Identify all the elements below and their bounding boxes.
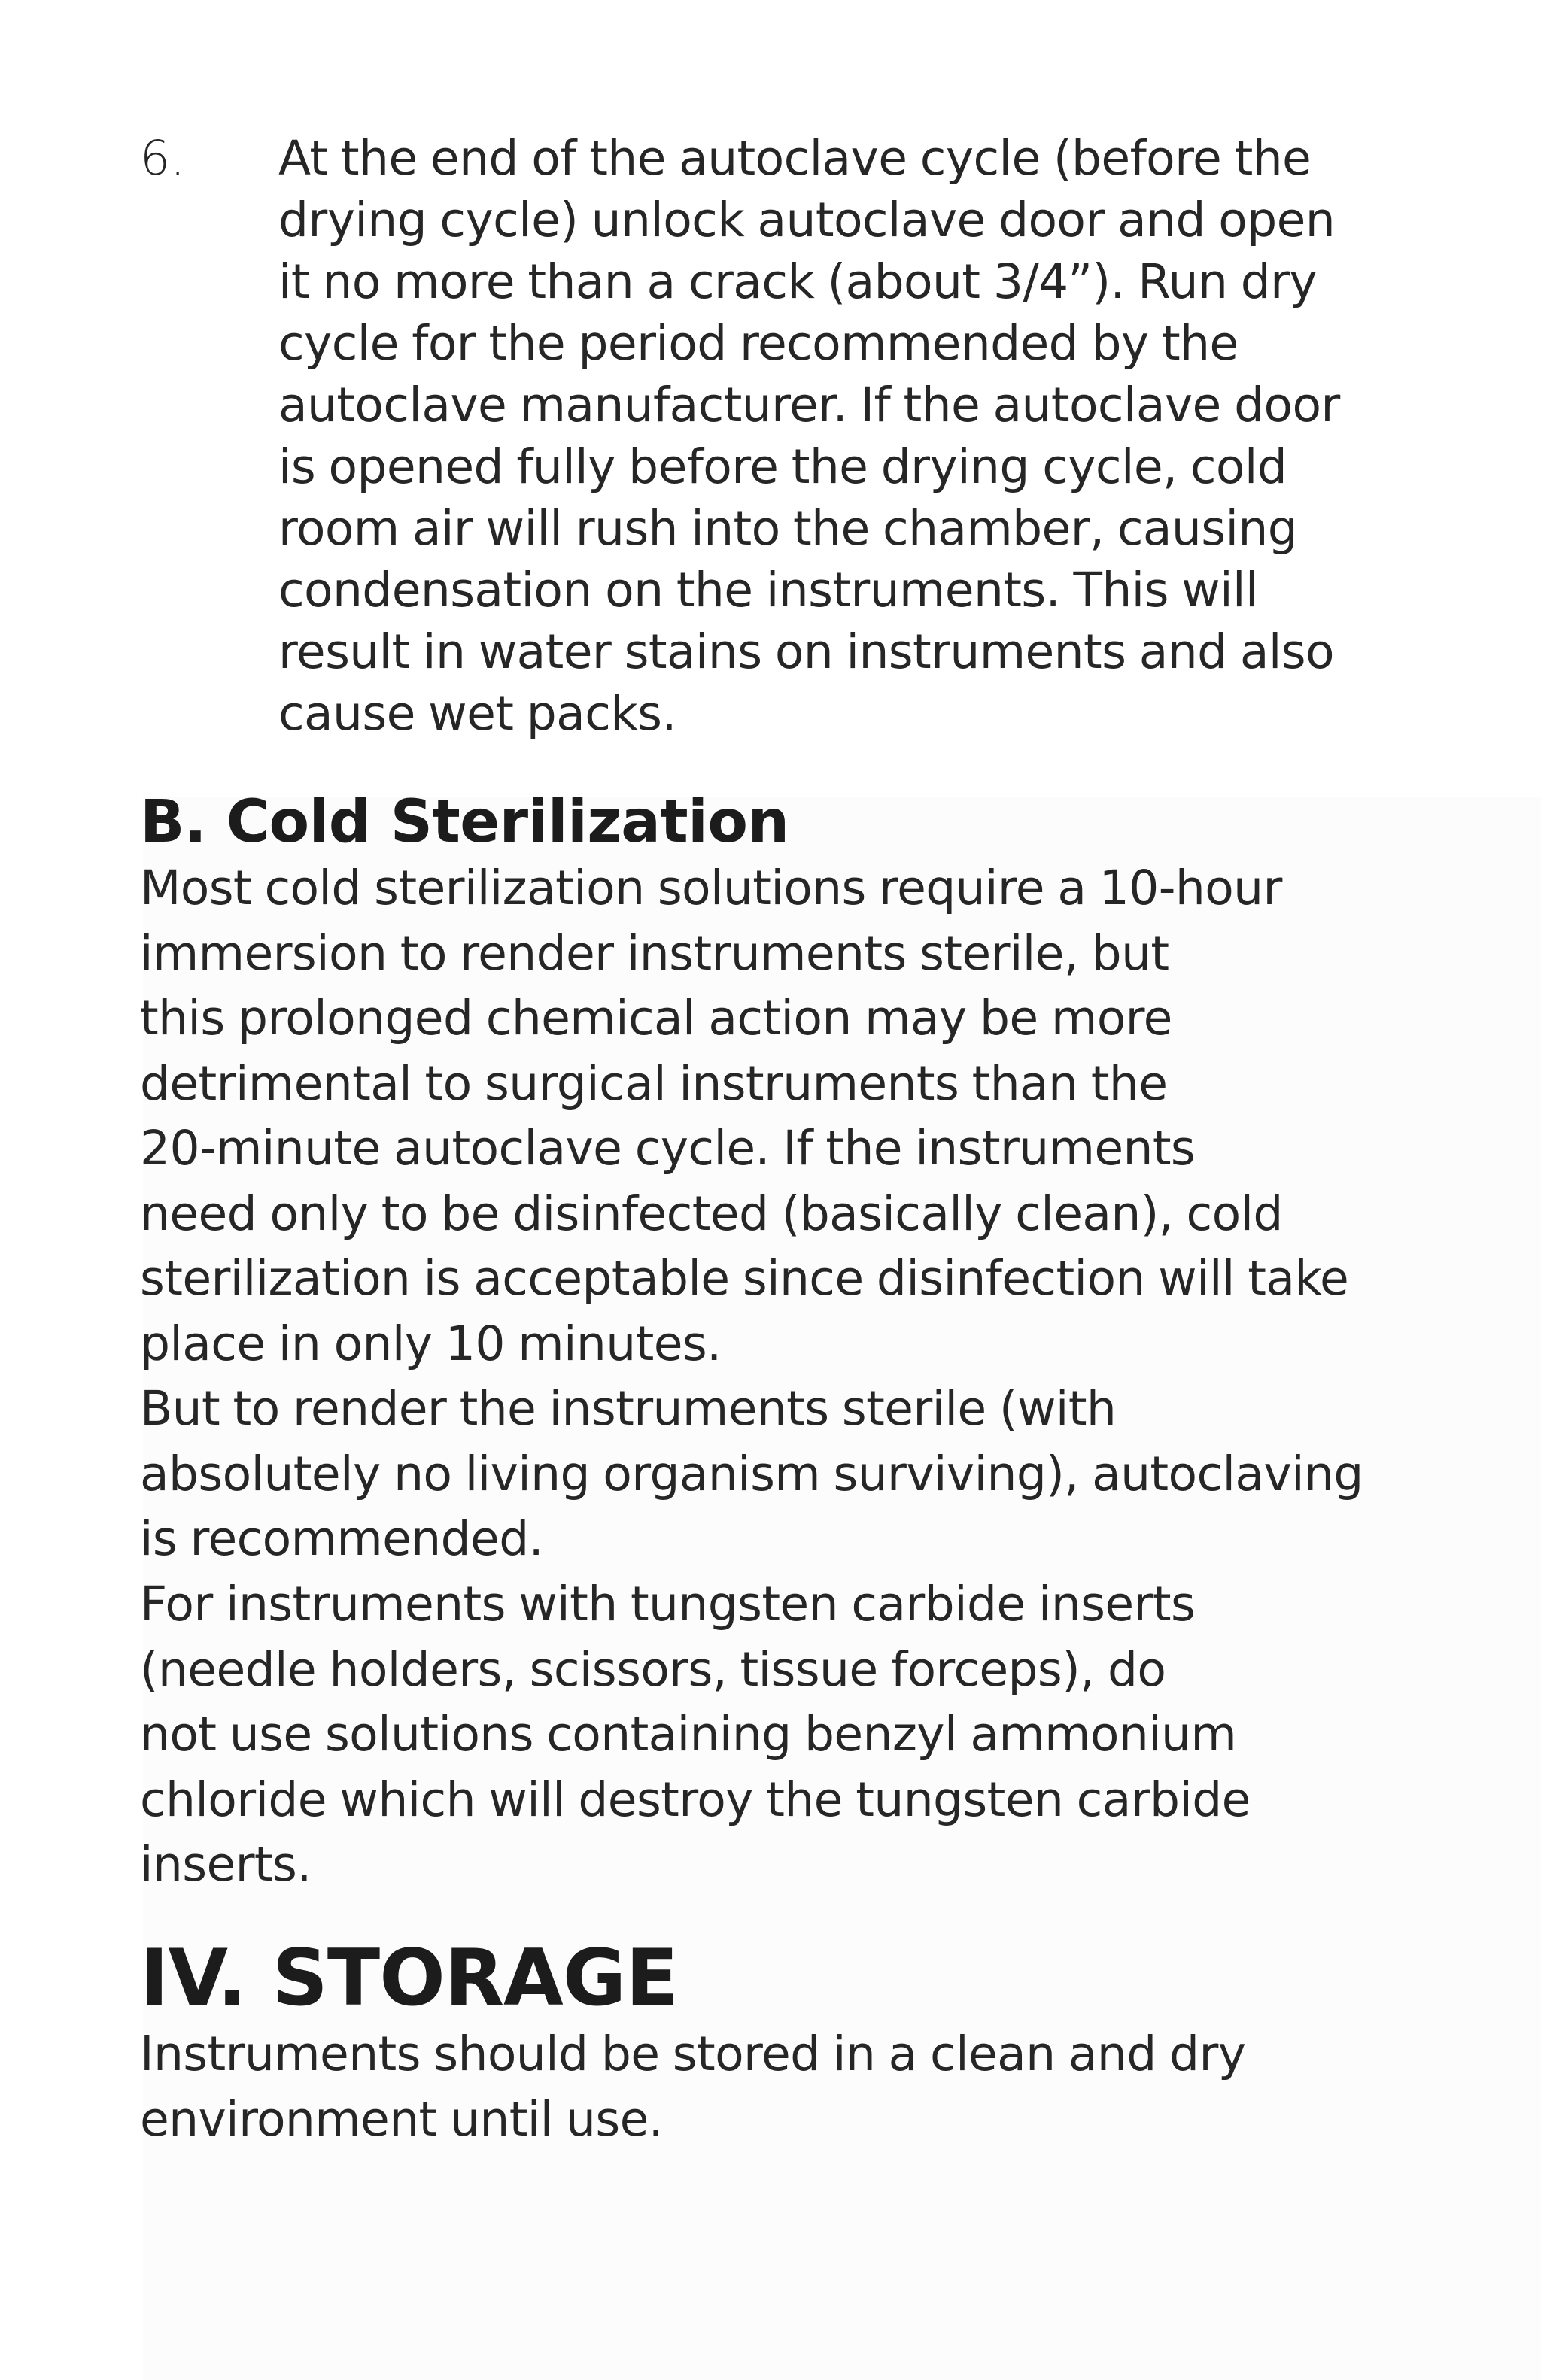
text-line: Instruments should be stored in a clean and dry bbox=[140, 2026, 1246, 2081]
text-line: inserts. bbox=[140, 1837, 312, 1892]
text-line: Most cold sterilization solutions require a 10-hour bbox=[140, 861, 1282, 915]
text-line: drying cycle) unlock autoclave door and open bbox=[278, 193, 1336, 247]
section-heading-storage: IV. STORAGE bbox=[140, 1933, 678, 2023]
text-line: not use solutions containing benzyl ammonium bbox=[140, 1707, 1237, 1762]
text-line: autoclave manufacturer. If the autoclave door bbox=[278, 378, 1340, 433]
text-line: absolutely no living organism surviving), autoclaving bbox=[140, 1446, 1363, 1501]
section-heading-cold-sterilization: B. Cold Sterilization bbox=[140, 788, 789, 856]
text-line: is opened fully before the drying cycle, cold bbox=[278, 439, 1287, 494]
list-item-number: 6. bbox=[140, 131, 186, 186]
list-item-text bbox=[278, 128, 1541, 745]
text-line: cycle for the period recommended by the bbox=[278, 316, 1239, 371]
text-line: cause wet packs. bbox=[278, 686, 676, 741]
text-line: need only to be disinfected (basically clean), cold bbox=[140, 1185, 1283, 1241]
storage-paragraph bbox=[140, 2022, 1419, 2152]
cold-sterilization-paragraph-3 bbox=[140, 1572, 1419, 1898]
text-line: At the end of the autoclave cycle (before the bbox=[278, 131, 1312, 186]
text-line: sterilization is acceptable since disinfection will take bbox=[140, 1251, 1349, 1306]
text-line: environment until use. bbox=[140, 2091, 664, 2147]
text-line: this prolonged chemical action may be more bbox=[140, 991, 1172, 1046]
text-line: condensation on the instruments. This will bbox=[278, 563, 1258, 618]
text-line: result in water stains on instruments and also bbox=[278, 624, 1334, 679]
cold-sterilization-paragraph-1 bbox=[140, 856, 1419, 1377]
text-line: 20-minute autoclave cycle. If the instruments bbox=[140, 1121, 1196, 1176]
text-line: place in only 10 minutes. bbox=[140, 1316, 722, 1371]
text-line: But to render the instruments sterile (with bbox=[140, 1381, 1117, 1436]
cold-sterilization-paragraph-2 bbox=[140, 1377, 1419, 1572]
text-line: chloride which will destroy the tungsten carbide bbox=[140, 1771, 1251, 1827]
text-line: For instruments with tungsten carbide inserts bbox=[140, 1577, 1196, 1632]
text-line: is recommended. bbox=[140, 1511, 544, 1566]
text-line: it no more than a crack (about 3/4”). Run dry bbox=[278, 254, 1318, 309]
text-line: immersion to render instruments sterile, but bbox=[140, 925, 1169, 981]
text-line: (needle holders, scissors, tissue forceps), do bbox=[140, 1641, 1166, 1697]
text-line: room air will rush into the chamber, causing bbox=[278, 501, 1298, 556]
text-line: detrimental to surgical instruments than the bbox=[140, 1055, 1168, 1111]
